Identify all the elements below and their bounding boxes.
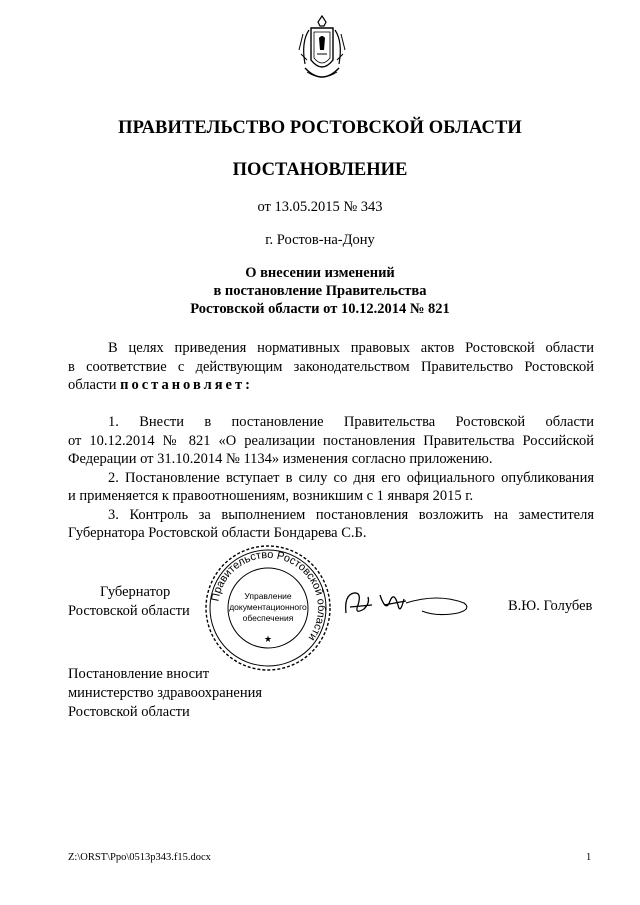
file-path: Z:\ORST\Ppo\0513p343.f15.docx: [68, 852, 211, 863]
position-line: Губернатор: [100, 584, 171, 600]
page-number: 1: [586, 852, 592, 863]
decree-word: постановляет:: [120, 377, 253, 393]
preamble-line: [68, 376, 594, 395]
preamble-line: В целях приведения нормативных правовых актов Ростовской области: [108, 340, 594, 356]
item-line: Губернатора Ростовской области Бондарева С.Б.: [68, 525, 367, 541]
subject-line: в постановление Правительства: [213, 283, 427, 299]
organization-title: ПРАВИТЕЛЬСТВО РОСТОВСКОЙ ОБЛАСТИ: [118, 118, 522, 138]
submitted-by-line: Ростовской области: [68, 704, 190, 720]
seal-center-line: обеспечения: [242, 613, 294, 623]
submitted-by: [68, 665, 262, 722]
item-line: Федерации от 31.10.2014 № 1134» изменения согласно приложению.: [68, 451, 493, 467]
submitted-by-line: Постановление вносит: [68, 666, 210, 682]
subject-line: О внесении изменений: [245, 265, 395, 281]
seal-center-line: Управление: [244, 591, 292, 601]
document-city: г. Ростов-на-Дону: [265, 232, 375, 248]
decree-items: [68, 413, 594, 543]
position-line: Ростовской области: [68, 602, 190, 619]
item-line: 1. Внести в постановление Правительства Ростовской области: [108, 414, 594, 430]
seal-icon: [203, 543, 333, 673]
item-line: 3. Контроль за выполнением постановления возложить на заместителя: [108, 506, 594, 523]
item-line: и применяется к правоотношениям, возникшим с 1 января 2015 г.: [68, 488, 474, 504]
handwritten-signature-icon: [340, 583, 475, 625]
submitted-by-line: министерство здравоохранения: [68, 685, 263, 701]
seal-ring-text: Правительство Ростовской области: [209, 548, 328, 644]
subject-line: Ростовской области от 10.12.2014 № 821: [190, 301, 450, 317]
item-line: от 10.12.2014 № 821 «О реализации постановления Правительства Российской: [68, 432, 594, 449]
document-type: ПОСТАНОВЛЕНИЕ: [232, 160, 408, 180]
signer-position: [68, 583, 190, 620]
document-subject: [0, 264, 640, 318]
preamble-text: области: [68, 377, 117, 393]
document-date-number: от 13.05.2015 № 343: [257, 199, 383, 215]
preamble: [68, 339, 594, 395]
preamble-line: в соответствие с действующим законодательством Правительство Ростовской: [68, 358, 594, 375]
coat-of-arms-icon: [297, 14, 347, 90]
seal-center-line: документационного: [229, 602, 307, 612]
svg-text:★: ★: [263, 634, 273, 644]
item-line: 2. Постановление вступает в силу со дня его официального опубликования: [108, 469, 594, 486]
signer-name: В.Ю. Голубев: [508, 598, 593, 614]
